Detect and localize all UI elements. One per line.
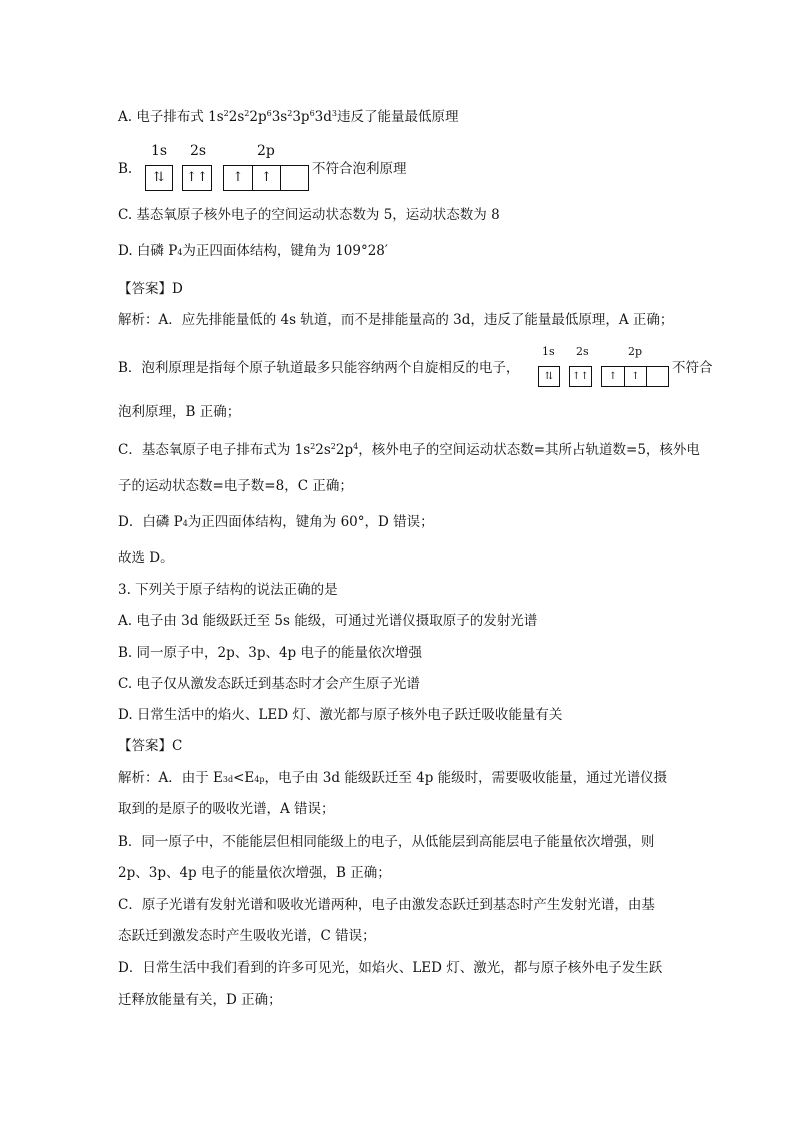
q2-option-a-suffix: 违反了能量最低原理	[336, 109, 459, 125]
orbital-box-1s	[145, 165, 173, 191]
orbital-term: 1s	[294, 442, 311, 458]
q2-option-b-text: 不符合泡利原理	[312, 161, 407, 177]
electron-config	[208, 109, 337, 125]
q3-stem: 3. 下列关于原子结构的说法正确的是	[118, 582, 338, 598]
q2-analysis-c: C．基态氧原子电子排布式为 $1s^22s^22p^4$，核外电子的空间运动状态数=其所占轨道数=5，核外电	[118, 442, 700, 458]
electron-count: 6	[309, 109, 315, 118]
arrow-up: ↑	[252, 166, 280, 190]
electron-config	[295, 442, 359, 458]
q2-answer: 【答案】D	[118, 281, 183, 297]
q3-analysis-d-line1: D．日常生活中我们看到的许多可见光，如焰火、LED 灯、激光，都与原子核外电子发生跃	[118, 960, 663, 976]
q2-option-a-prefix: A. 电子排布式	[118, 109, 209, 125]
orbital-term: 2p	[249, 109, 267, 125]
arrow-pair: ⇅	[153, 170, 165, 185]
electron-count: 4	[353, 442, 359, 451]
q3-analysis-d-line2: 迁释放能量有关，D 正确；	[118, 992, 282, 1008]
orbital-box-2p: ↑ ↑	[601, 366, 669, 387]
label-2s: 2s	[190, 143, 207, 159]
orbital-box-1s: ⇅	[538, 366, 560, 387]
q2-option-a	[118, 108, 458, 126]
q3-option-a: A. 电子由 3d 能级跃迁至 5s 能级，可通过光谱仪摄取原子的发射光谱	[118, 613, 538, 629]
electron-count: 2	[287, 109, 293, 118]
orbital-term: 2s	[315, 442, 331, 458]
q2-analysis-d: D．白磷 $P_4$为正四面体结构，键角为 60°，D 错误；	[118, 514, 434, 530]
orbital-term: 3d	[314, 109, 332, 125]
q2-conclusion: 故选 D。	[118, 550, 174, 566]
electron-count: 2	[330, 442, 336, 451]
electron-count: 3	[331, 109, 337, 118]
orbital-box-2s: ↑↑	[569, 366, 592, 387]
label-1s: 1s	[542, 345, 555, 358]
orbital-box-2s	[182, 165, 212, 191]
q3-option-d: D. 日常生活中的焰火、LED 灯、激光都与原子核外电子跃迁吸收能量有关	[118, 707, 563, 723]
q3-analysis-c-line1: C．原子光谱有发射光谱和吸收光谱两种，电子由激发态跃迁到基态时产生发射光谱，由基	[118, 897, 655, 913]
q2-analysis-a: 解析：A．应先排能量低的 4s 轨道，而不是排能量高的 3d，违反了能量最低原理，A 正确；	[118, 312, 674, 328]
orbital-term: 3s	[271, 109, 288, 125]
electron-count: 2	[223, 109, 229, 118]
electron-count: 2	[244, 109, 250, 118]
orbital-term: 1s	[208, 109, 224, 125]
q3-answer: 【答案】C	[118, 738, 183, 754]
q3-option-c: C. 电子仅从激发态跃迁到基态时才会产生原子光谱	[118, 676, 420, 692]
label-2p: 2p	[257, 143, 275, 159]
orbital-term: 2p	[335, 442, 354, 458]
arrow-up: ↑	[232, 170, 244, 185]
q2-analysis-b-line2: 泡利原理，B 正确；	[118, 404, 241, 420]
q2-analysis-b-post: 不符合	[672, 360, 713, 376]
q2-option-c: C. 基态氧原子核外电子的空间运动状态数为 5，运动状态数为 8	[118, 207, 500, 223]
electron-count: 2	[310, 442, 316, 451]
q3-analysis-a-line1: 解析：A．由于 $E_{3d}<E_{4p}$，电子由 3d 能级跃迁至 4p 能级时，需要吸收能量，通过光谱仪摄	[118, 770, 668, 786]
q2-analysis-c-line2: 子的运动状态数=电子数=8，C 正确；	[118, 478, 353, 494]
label-2s: 2s	[576, 345, 589, 358]
label-1s: 1s	[151, 143, 168, 159]
electron-count: 6	[266, 109, 272, 118]
q3-analysis-b-line2: 2p、3p、4p 电子的能量依次增强，B 正确；	[118, 865, 391, 881]
q3-analysis-c-line2: 态跃迁到激发态时产生吸收光谱，C 错误；	[118, 928, 376, 944]
arrow-parallel: ↑↑	[186, 170, 208, 185]
label-2p: 2p	[628, 345, 643, 358]
q3-option-b: B. 同一原子中，2p、3p、4p 电子的能量依次增强	[118, 645, 422, 661]
empty-orbital	[280, 166, 308, 190]
orbital-box-2p	[223, 165, 309, 191]
q3-analysis-a-line2: 取到的是原子的吸收光谱，A 错误；	[118, 801, 335, 817]
orbital-term: 3p	[292, 109, 310, 125]
q2-analysis-b-pre: B．泡利原理是指每个原子轨道最多只能容纳两个自旋相反的电子，	[118, 360, 520, 376]
orbital-term: 2s	[228, 109, 245, 125]
q3-analysis-b-line1: B．同一原子中，不能能层但相同能级上的电子，从低能层到高能层电子能量依次增强，则	[118, 834, 655, 850]
q2-option-d: D. 白磷 $P_4$为正四面体结构，键角为 109°28′	[118, 243, 388, 259]
q2-option-b-label: B.	[118, 161, 133, 177]
